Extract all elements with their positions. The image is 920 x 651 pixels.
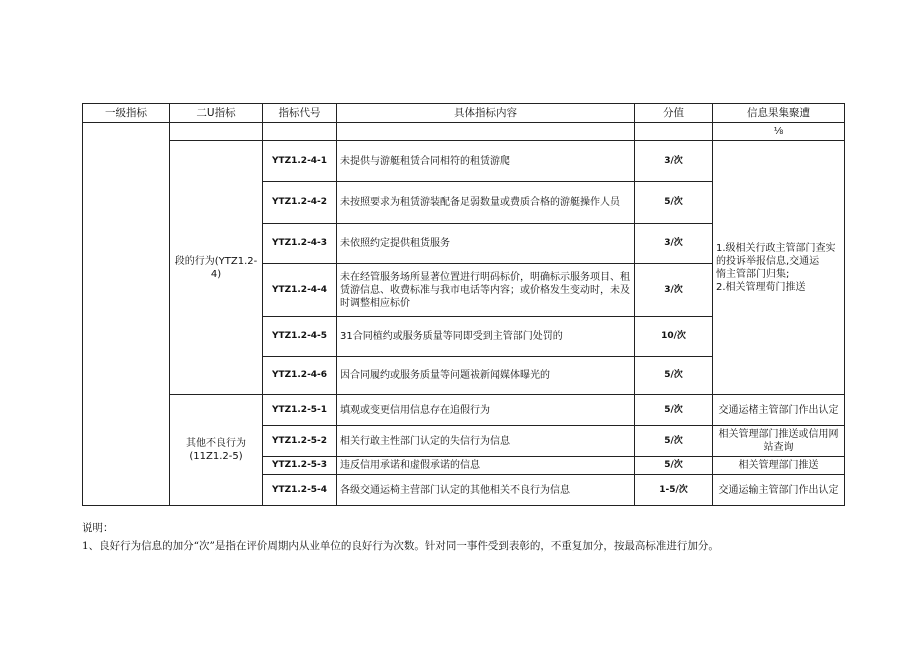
notes-section bbox=[82, 519, 882, 555]
notes-item-1: 1、良好行为信息的加分“次”是指在评价周期内从业单位的良好行为次数。针对同一事件受到表彰的，不重复加分，按最高标准进行加分。 bbox=[82, 540, 719, 552]
row-content: 未按照要求为租赁游装配备足弱数量或费质合格的游艇操作人员 bbox=[337, 182, 635, 224]
row-code: YTZ1.2-5-4 bbox=[263, 475, 337, 506]
group1-source-line3: 2.相关管理荀门推送 bbox=[716, 281, 806, 293]
row-score: 5/次 bbox=[635, 457, 713, 475]
table-row bbox=[83, 123, 845, 141]
content-cell-empty bbox=[337, 123, 635, 141]
indicator-table bbox=[82, 103, 845, 506]
row-score: 5/次 bbox=[635, 357, 713, 395]
source-cell-fraction: ⅛ bbox=[713, 123, 845, 141]
row-code: YTZ1.2-5-2 bbox=[263, 426, 337, 457]
row-source: 相关管理部门推送 bbox=[713, 457, 845, 475]
row-content: 未依照约定提供租货服务 bbox=[337, 224, 635, 264]
row-content: 各级交通运椅主营部门认定的其他相关不良行为信息 bbox=[337, 475, 635, 506]
row-content: 因合同履约或服务质量等问题祓新闻媒体曝光的 bbox=[337, 357, 635, 395]
row-score: 3/次 bbox=[635, 141, 713, 182]
header-source: 信息果集聚遭 bbox=[713, 104, 845, 123]
row-score: 1-5/次 bbox=[635, 475, 713, 506]
row-content: 违反信用承诺和虚假承诺的信息 bbox=[337, 457, 635, 475]
row-source: 相关管理部门推送或信用网站查询 bbox=[713, 426, 845, 457]
row-score: 5/次 bbox=[635, 182, 713, 224]
row-content: 未在经管服务场所显著位置进行明码标价，明确标示服务项目、租赁游信息、收费标准与我市电话等内容；或价格发生变动时，未及时调整相应标价 bbox=[337, 264, 635, 317]
table-row bbox=[83, 141, 845, 182]
group1-source-line1: 1.级相关行政主管部门查实的投诉举报信息,交通运 bbox=[716, 242, 836, 267]
row-score: 5/次 bbox=[635, 426, 713, 457]
code-cell-empty bbox=[263, 123, 337, 141]
header-score: 分值 bbox=[635, 104, 713, 123]
row-code: YTZ1.2-4-2 bbox=[263, 182, 337, 224]
header-content: 具体指标内容 bbox=[337, 104, 635, 123]
header-code: 指标代号 bbox=[263, 104, 337, 123]
level2-cell-empty bbox=[170, 123, 263, 141]
header-row bbox=[83, 104, 845, 123]
row-source: 交通运楮主管部门作出认定 bbox=[713, 395, 845, 426]
row-content: 未提供与游艇租赁合同相符的租赁游爬 bbox=[337, 141, 635, 182]
header-level1: 一级指标 bbox=[83, 104, 170, 123]
notes-title: 说明： bbox=[82, 522, 114, 534]
indicator-table-container bbox=[82, 103, 844, 506]
group2-category: 其他不良行为(11Z1.2-5) bbox=[170, 395, 263, 506]
table-row bbox=[83, 395, 845, 426]
row-code: YTZ1.2-4-4 bbox=[263, 264, 337, 317]
row-score: 5/次 bbox=[635, 395, 713, 426]
row-code: YTZ1.2-4-5 bbox=[263, 317, 337, 357]
group1-source-line2: 惰主管部门归集; bbox=[716, 268, 790, 280]
row-score: 10/次 bbox=[635, 317, 713, 357]
row-code: YTZ1.2-4-1 bbox=[263, 141, 337, 182]
row-code: YTZ1.2-5-1 bbox=[263, 395, 337, 426]
header-level2: 二U指标 bbox=[170, 104, 263, 123]
row-source: 交通运输主管部门作出认定 bbox=[713, 475, 845, 506]
row-score: 3/次 bbox=[635, 264, 713, 317]
level1-cell-empty bbox=[83, 123, 170, 506]
row-code: YTZ1.2-4-6 bbox=[263, 357, 337, 395]
row-content: 31合同植约或服务质量等同即受到主管部门处罚的 bbox=[337, 317, 635, 357]
row-content: 相关行敢主性部门认定的失信行为信息 bbox=[337, 426, 635, 457]
row-score: 3/次 bbox=[635, 224, 713, 264]
group1-category: 段的行为(YTZ1.2-4) bbox=[170, 141, 263, 395]
group1-source bbox=[713, 141, 845, 395]
row-content: 填观或变更信用信息存在追假行为 bbox=[337, 395, 635, 426]
row-code: YTZ1.2-5-3 bbox=[263, 457, 337, 475]
row-code: YTZ1.2-4-3 bbox=[263, 224, 337, 264]
score-cell-empty bbox=[635, 123, 713, 141]
